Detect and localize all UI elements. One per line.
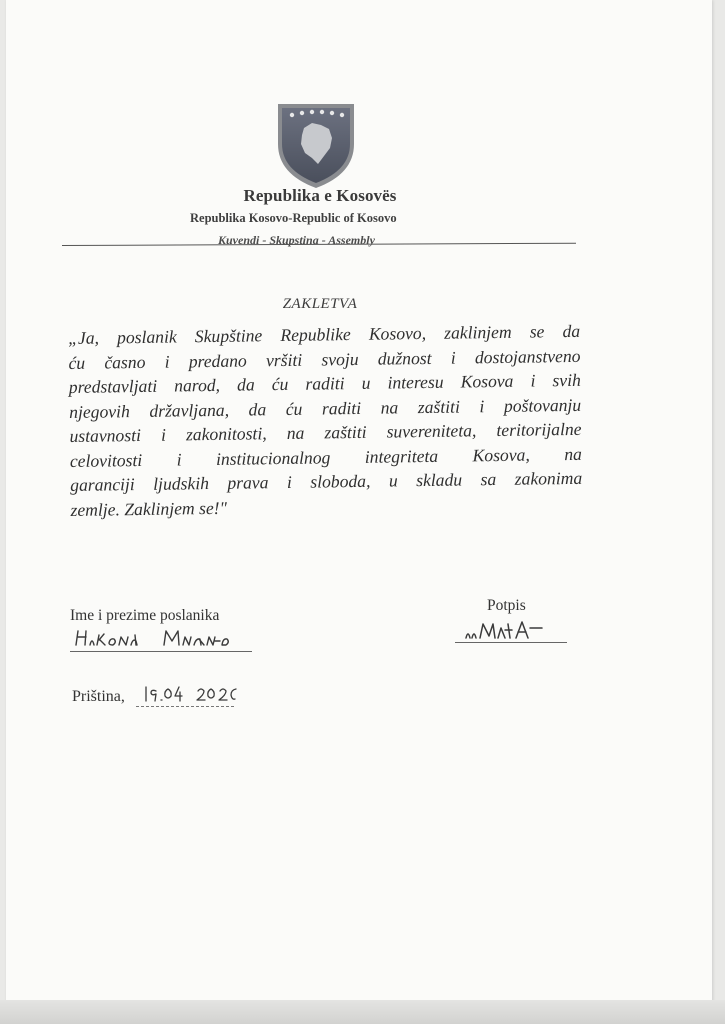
oath-text bbox=[68, 319, 583, 522]
oath-line: „Ja, poslanik Skupštine Republike Kosovo, zaklinjem se da bbox=[68, 320, 581, 348]
oath-line: ću časno i predano vršiti svoju dužnost i dostojanstveno bbox=[68, 345, 581, 373]
handwritten-signature bbox=[460, 614, 550, 644]
country-name-serbian-english: Republika Kosovo-Republic of Kosovo bbox=[190, 211, 397, 225]
place-label: Priština, bbox=[72, 688, 125, 705]
scan-bottom-edge bbox=[0, 1000, 725, 1024]
handwritten-name bbox=[72, 625, 252, 651]
oath-line: garanciji ljudskih prava i sloboda, u skladu sa zakonima bbox=[70, 467, 583, 495]
handwritten-date bbox=[140, 681, 240, 705]
kosovo-coat-of-arms-icon bbox=[274, 98, 358, 190]
oath-line: celovitosti i institucionalnog integriteta Kosova, na bbox=[69, 443, 582, 471]
signature-underline bbox=[455, 642, 567, 643]
oath-line: zemlje. Zaklinjem se!" bbox=[70, 497, 228, 520]
country-name-albanian: Republika e Kosovës bbox=[243, 186, 397, 205]
name-label: Ime i prezime poslanika bbox=[70, 607, 220, 624]
date-underline bbox=[136, 706, 234, 707]
document-title: ZAKLETVA bbox=[282, 296, 358, 312]
signature-label: Potpis bbox=[487, 597, 526, 614]
oath-line: ustavnosti i zakonitosti, na zaštiti suvereniteta, teritorijalne bbox=[69, 418, 582, 446]
oath-line: njegovih državljana, da ću raditi na zaštiti i poštovanju bbox=[69, 394, 582, 422]
oath-line: predstavljati narod, da ću raditi u interesu Kosova i svih bbox=[68, 369, 581, 397]
institution-name: Kuvendi - Skupstina - Assembly bbox=[218, 233, 375, 247]
name-underline bbox=[70, 651, 252, 652]
